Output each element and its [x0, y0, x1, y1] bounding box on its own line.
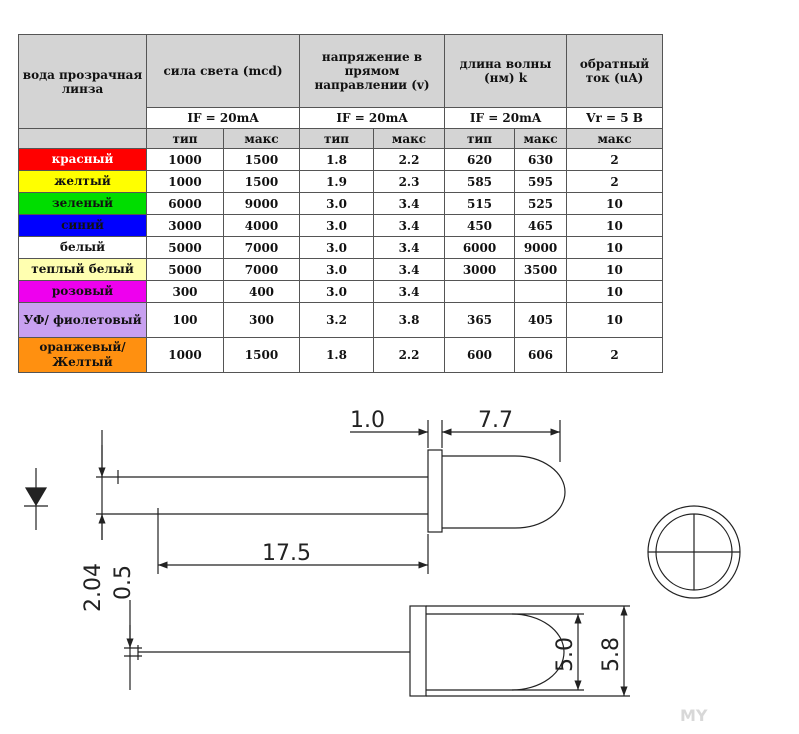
- cell-wl-typ: 365: [445, 303, 515, 338]
- cell-v-max: 2.2: [374, 149, 445, 171]
- cell-v-max: 2.2: [374, 338, 445, 373]
- cell-v-max: 3.4: [374, 193, 445, 215]
- cell-lum-max: 9000: [224, 193, 300, 215]
- cell-wl-typ: 6000: [445, 237, 515, 259]
- cell-wl-typ: 585: [445, 171, 515, 193]
- dim-flange-diameter-label: 5.8: [599, 637, 624, 672]
- row-color-name: зеленый: [19, 193, 147, 215]
- cell-v-max: 2.3: [374, 171, 445, 193]
- cell-lum-max: 4000: [224, 215, 300, 237]
- cell-lum-typ: 300: [147, 281, 224, 303]
- cell-v-typ: 3.0: [300, 259, 374, 281]
- cell-v-typ: 1.9: [300, 171, 374, 193]
- cell-v-typ: 3.0: [300, 237, 374, 259]
- watermark: MY: [680, 706, 708, 725]
- table-row: [19, 259, 663, 281]
- cell-v-max: 3.4: [374, 237, 445, 259]
- cell-wl-max: 9000: [515, 237, 567, 259]
- table-row: [19, 193, 663, 215]
- cell-wl-max: 630: [515, 149, 567, 171]
- subheader-empty: [19, 129, 147, 149]
- cell-wl-typ: 515: [445, 193, 515, 215]
- cell-rev: 2: [567, 171, 663, 193]
- led-flange-bottom: [410, 606, 426, 696]
- cell-lum-typ: 1000: [147, 171, 224, 193]
- cell-wl-typ: 620: [445, 149, 515, 171]
- subheader-typ: тип: [300, 129, 374, 149]
- cell-v-max: 3.4: [374, 215, 445, 237]
- cell-rev: 10: [567, 303, 663, 338]
- cell-wl-max: 405: [515, 303, 567, 338]
- dim-lead-label: 17.5: [262, 541, 311, 566]
- cell-v-typ: 3.0: [300, 193, 374, 215]
- dim-flange-label: 1.0: [350, 408, 385, 433]
- led-dimension-drawing: [0, 392, 799, 734]
- condition-luminous: IF = 20mA: [147, 108, 300, 129]
- dim-pitch-label: 2.04: [81, 563, 106, 612]
- cell-wl-typ: 450: [445, 215, 515, 237]
- header-forward-voltage: напряжение в прямом направлении (v): [300, 35, 445, 108]
- cell-lum-max: 1500: [224, 149, 300, 171]
- cell-lum-max: 1500: [224, 338, 300, 373]
- cell-lum-typ: 100: [147, 303, 224, 338]
- subheader-max: макс: [224, 129, 300, 149]
- subheader-max: макс: [515, 129, 567, 149]
- cell-lum-max: 300: [224, 303, 300, 338]
- row-color-name: красный: [19, 149, 147, 171]
- table-row: [19, 281, 663, 303]
- cell-v-max: 3.4: [374, 259, 445, 281]
- cell-wl-typ: 600: [445, 338, 515, 373]
- cell-wl-max: 3500: [515, 259, 567, 281]
- led-body: [442, 456, 565, 528]
- cell-lum-max: 7000: [224, 237, 300, 259]
- led-flange: [428, 450, 442, 532]
- condition-voltage: IF = 20mA: [300, 108, 445, 129]
- cell-lum-max: 400: [224, 281, 300, 303]
- cell-lum-max: 7000: [224, 259, 300, 281]
- subheader-typ: тип: [147, 129, 224, 149]
- row-color-name: УФ/ фиолетовый: [19, 303, 147, 338]
- cell-v-max: 3.8: [374, 303, 445, 338]
- cell-lum-typ: 3000: [147, 215, 224, 237]
- row-color-name: желтый: [19, 171, 147, 193]
- row-color-name: оранжевый/ Желтый: [19, 338, 147, 373]
- cell-rev: 10: [567, 215, 663, 237]
- cell-wl-max: 465: [515, 215, 567, 237]
- row-color-name: теплый белый: [19, 259, 147, 281]
- cell-rev: 10: [567, 237, 663, 259]
- table-row: [19, 171, 663, 193]
- cell-v-typ: 3.2: [300, 303, 374, 338]
- table-row: [19, 338, 663, 373]
- led-body-bottom: [426, 614, 564, 690]
- subheader-max: макс: [567, 129, 663, 149]
- condition-reverse: Vr = 5 B: [567, 108, 663, 129]
- dim-lead-width-label: 0.5: [111, 565, 136, 600]
- cell-v-typ: 3.0: [300, 215, 374, 237]
- cell-lum-typ: 6000: [147, 193, 224, 215]
- led-spec-table: [18, 34, 663, 373]
- row-color-name: синий: [19, 215, 147, 237]
- row-color-name: розовый: [19, 281, 147, 303]
- cell-rev: 10: [567, 281, 663, 303]
- header-luminous-intensity: сила света (mcd): [147, 35, 300, 108]
- cell-v-typ: 3.0: [300, 281, 374, 303]
- cell-wl-typ: 3000: [445, 259, 515, 281]
- cell-lum-max: 1500: [224, 171, 300, 193]
- cell-rev: 10: [567, 193, 663, 215]
- cell-lum-typ: 1000: [147, 149, 224, 171]
- dim-body-label: 7.7: [478, 408, 513, 433]
- cell-rev: 2: [567, 338, 663, 373]
- cell-wl-max: [515, 281, 567, 303]
- cell-lum-typ: 1000: [147, 338, 224, 373]
- dim-lens-label: 5.0: [553, 637, 578, 672]
- cell-wl-typ: [445, 281, 515, 303]
- cell-rev: 10: [567, 259, 663, 281]
- condition-wavelength: IF = 20mA: [445, 108, 567, 129]
- header-lens: вода прозрачная линза: [19, 35, 147, 129]
- cell-wl-max: 525: [515, 193, 567, 215]
- table-row: [19, 215, 663, 237]
- row-color-name: белый: [19, 237, 147, 259]
- header-reverse-current: обратный ток (uA): [567, 35, 663, 108]
- subheader-max: макс: [374, 129, 445, 149]
- cell-rev: 2: [567, 149, 663, 171]
- table-row: [19, 237, 663, 259]
- cell-wl-max: 595: [515, 171, 567, 193]
- header-wavelength: длина волны (нм) k: [445, 35, 567, 108]
- cell-lum-typ: 5000: [147, 237, 224, 259]
- subheader-typ: тип: [445, 129, 515, 149]
- cell-wl-max: 606: [515, 338, 567, 373]
- table-row: [19, 149, 663, 171]
- cell-v-max: 3.4: [374, 281, 445, 303]
- cell-lum-typ: 5000: [147, 259, 224, 281]
- cell-v-typ: 1.8: [300, 338, 374, 373]
- cell-v-typ: 1.8: [300, 149, 374, 171]
- table-row: [19, 303, 663, 338]
